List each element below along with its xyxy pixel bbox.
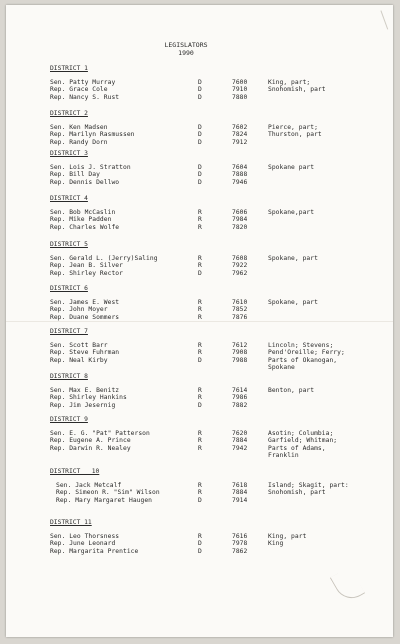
legislator-party: D (198, 171, 202, 179)
legislator-name: Sen. Jack Metcalf (56, 482, 122, 489)
legislator-code: 7910 (232, 86, 248, 94)
legislator-party: R (198, 482, 202, 489)
legislator-name: Sen. Bob McCaslin (50, 209, 116, 216)
legislator-name: Sen. Ken Madsen (50, 124, 108, 131)
district-heading: DISTRICT 1 (50, 65, 88, 72)
legislator-name: Rep. June Leonard (50, 540, 116, 548)
legislator-code: 7606 (232, 209, 248, 216)
district-heading: DISTRICT 11 (50, 519, 92, 526)
legislator-name: Rep. Neal Kirby (50, 356, 108, 364)
district-area-line: King, part; (268, 79, 311, 86)
legislator-name: Rep. Nancy S. Rust (50, 93, 120, 101)
legislator-code: 7600 (232, 79, 248, 86)
legislator-party: D (198, 269, 202, 277)
legislator-code: 7882 (232, 401, 248, 409)
legislator-party: R (198, 533, 202, 540)
legislator-name: Sen. Scott Barr (50, 342, 108, 349)
district-heading: DISTRICT 4 (50, 195, 88, 202)
legislator-name: Rep. Margarita Prentice (50, 547, 139, 555)
district-area-line: Spokane (268, 363, 295, 371)
district-area-line: Thurston, part (268, 131, 322, 139)
legislator-party: R (198, 394, 202, 402)
legislator-party: R (198, 437, 202, 445)
legislator-code: 7610 (232, 299, 248, 306)
legislator-code: 7884 (232, 437, 248, 445)
legislator-name: Rep. Duane Sommers (50, 313, 120, 321)
district-area-line: King, part (268, 533, 307, 540)
district-heading: DISTRICT 8 (50, 373, 88, 380)
legislator-party: R (198, 349, 202, 357)
legislator-name: Rep. Jim Jesernig (50, 401, 116, 409)
district-area-line: King (268, 540, 284, 548)
legislator-code: 7962 (232, 269, 248, 277)
legislator-code: 7618 (232, 482, 248, 489)
legislator-party: R (198, 262, 202, 270)
legislator-party: D (198, 496, 202, 504)
legislator-code: 7604 (232, 164, 248, 171)
legislator-code: 7988 (232, 356, 248, 364)
legislator-party: R (198, 223, 202, 231)
legislator-name: Rep. Dennis Dellwo (50, 178, 120, 186)
legislator-name: Rep. Randy Dorn (50, 138, 108, 146)
page-fold-line (6, 321, 393, 322)
legislator-code: 7620 (232, 430, 248, 437)
legislator-name: Sen. Max E. Benitz (50, 387, 120, 394)
legislator-name: Rep. Marilyn Rasmussen (50, 131, 135, 139)
legislator-name: Sen. Patty Murray (50, 79, 116, 86)
legislator-party: D (198, 356, 202, 364)
legislator-party: R (198, 299, 202, 306)
legislator-name: Rep. Simeon R. "Sim" Wilson (56, 489, 160, 497)
district-heading: DISTRICT 5 (50, 241, 88, 248)
district-area-line: Snohomish, part (268, 489, 326, 497)
legislator-code: 7922 (232, 262, 248, 270)
legislator-code: 7612 (232, 342, 248, 349)
legislator-code: 7608 (232, 255, 248, 262)
legislator-code: 7602 (232, 124, 248, 131)
legislator-party: D (198, 93, 202, 101)
legislator-party: R (198, 342, 202, 349)
paper-corner-crease (375, 10, 388, 31)
legislator-name: Rep. Steve Fuhrman (50, 349, 120, 357)
legislator-code: 7616 (232, 533, 248, 540)
legislator-code: 7820 (232, 223, 248, 231)
legislator-party: D (198, 131, 202, 139)
legislator-name: Rep. Mary Margaret Haugen (56, 496, 153, 504)
legislator-name: Sen. Leo Thorsness (50, 533, 120, 540)
legislator-party: D (198, 164, 202, 171)
district-area-line: Parts of Okanogan, (268, 356, 338, 364)
district-area-line: Snohomish, part (268, 86, 326, 94)
legislator-code: 7824 (232, 131, 248, 139)
legislator-code: 7914 (232, 496, 248, 504)
legislator-name: Rep. Darwin R. Nealey (50, 444, 131, 452)
legislator-name: Rep. Grace Cole (50, 86, 108, 94)
district-area-line: Franklin (268, 451, 299, 459)
legislator-party: D (198, 540, 202, 548)
legislator-party: D (198, 79, 202, 86)
legislator-code: 7946 (232, 178, 248, 186)
legislator-name: Rep. Shirley Rector (50, 269, 123, 277)
district-area-line: Spokane part (268, 164, 315, 171)
document-page (6, 5, 393, 637)
legislator-party: D (198, 138, 202, 146)
legislator-name: Sen. James E. West (50, 299, 120, 306)
legislator-party: R (198, 216, 202, 224)
legislator-code: 7852 (232, 306, 248, 314)
legislator-name: Rep. Jean B. Silver (50, 262, 123, 270)
district-area-line: Pierce, part; (268, 124, 318, 131)
legislator-code: 7978 (232, 540, 248, 548)
legislator-party: R (198, 209, 202, 216)
district-area-line: Garfield; Whitman; (268, 437, 338, 445)
district-area-line: Island; Skagit, part: (268, 482, 349, 489)
legislator-party: D (198, 401, 202, 409)
district-heading: DISTRICT 7 (50, 328, 88, 335)
district-area-line: Spokane, part (268, 255, 318, 262)
legislator-code: 7614 (232, 387, 248, 394)
legislator-party: D (198, 547, 202, 555)
district-heading: DISTRICT 10 (50, 468, 100, 475)
legislator-name: Rep. Charles Wolfe (50, 223, 120, 231)
legislator-code: 7984 (232, 216, 248, 224)
district-area-line: Lincoln; Stevens; (268, 342, 334, 349)
district-heading: DISTRICT 9 (50, 416, 88, 423)
legislator-name: Sen. Lois J. Stratton (50, 164, 131, 171)
district-area-line: Asotin; Columbia; (268, 430, 334, 437)
legislator-code: 7862 (232, 547, 248, 555)
district-area-line: Benton, part (268, 387, 315, 394)
district-heading: DISTRICT 2 (50, 110, 88, 117)
legislator-party: R (198, 313, 202, 321)
legislator-party: R (198, 387, 202, 394)
legislator-code: 7908 (232, 349, 248, 357)
legislator-name: Rep. John Moyer (50, 306, 108, 314)
legislator-code: 7884 (232, 489, 248, 497)
legislator-name: Rep. Mike Padden (50, 216, 112, 224)
district-area-line: Parts of Adams, (268, 444, 326, 452)
district-area-line: Spokane, part (268, 299, 318, 306)
legislator-party: D (198, 178, 202, 186)
legislator-code: 7912 (232, 138, 248, 146)
legislator-code: 7942 (232, 444, 248, 452)
legislator-name: Rep. Bill Day (50, 171, 100, 179)
legislator-party: R (198, 430, 202, 437)
district-area-line: Pend'Oreille; Ferry; (268, 349, 345, 357)
district-heading: DISTRICT 6 (50, 285, 88, 292)
legislator-code: 7880 (232, 93, 248, 101)
district-heading: DISTRICT 3 (50, 150, 88, 157)
legislator-name: Sen. Gerald L. (Jerry)Saling (50, 255, 158, 262)
paper-crease (330, 566, 365, 604)
legislator-party: R (198, 489, 202, 497)
legislator-code: 7888 (232, 171, 248, 179)
district-area-line: Spokane,part (268, 209, 315, 216)
document-title: LEGISLATORS (164, 41, 208, 49)
legislator-party: D (198, 124, 202, 131)
legislator-name: Rep. Shirley Hankins (50, 394, 127, 402)
document-year: 1990 (178, 49, 194, 57)
legislator-code: 7986 (232, 394, 248, 402)
legislator-code: 7876 (232, 313, 248, 321)
legislator-party: D (198, 86, 202, 94)
legislator-party: R (198, 255, 202, 262)
legislator-party: R (198, 306, 202, 314)
legislator-name: Rep. Eugene A. Prince (50, 437, 131, 445)
legislator-name: Sen. E. G. "Pat" Patterson (50, 430, 150, 437)
legislator-party: R (198, 444, 202, 452)
